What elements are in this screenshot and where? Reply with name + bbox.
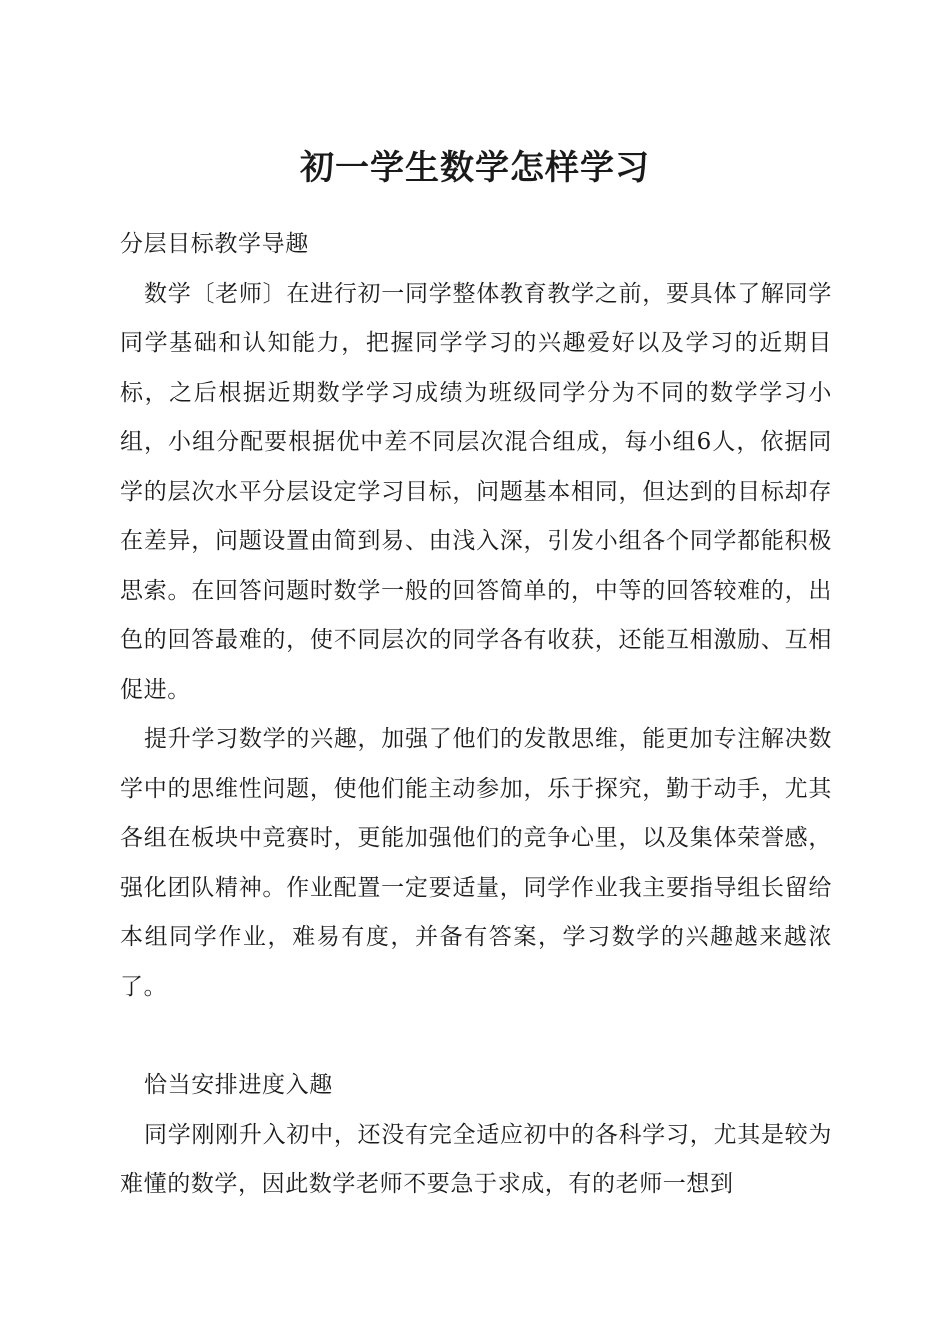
body-paragraph: 提升学习数学的兴趣，加强了他们的发散思维，能更加专注解决数学中的思维性问题，使他们能主动参加，乐于探究，勤于动手，尤其各组在板块中竞赛时，更能加强他们的竞争心里，以及集体荣誉感，强化团队精神。作业配置一定要适量，同学作业我主要指导组长留给本组同学作业，难易有度，并备有答案，学习数学的兴趣越来越浓了。 xyxy=(120,726,832,1000)
body-paragraph: 数学〔老师〕在进行初一同学整体教育教学之前，要具体了解同学同学基础和认知能力，把握同学学习的兴趣爱好以及学习的近期目标，之后根据近期数学学习成绩为班级同学分为不同的数学学习小组，小组分配要根据优中差不同层次混合组成，每小组6人，依据同学的层次水平分层设定学习目标，问题基本相同，但达到的目标却存在差异，问题设置由简到易、由浅入深，引发小组各个同学都能积极思索。在回答问题时数学一般的回答简单的，中等的回答较难的，出色的回答最难的，使不同层次的同学各有收获，还能互相激励、互相促进。 xyxy=(120,280,832,703)
document-title: 初一学生数学怎样学习 xyxy=(300,148,650,188)
body-paragraph: 同学刚刚升入初中，还没有完全适应初中的各科学习，尤其是较为难懂的数学，因此数学老师不要急于求成，有的老师一想到 xyxy=(120,1121,832,1197)
section-heading: 分层目标教学导趣 xyxy=(120,231,309,257)
document-body xyxy=(120,220,832,1210)
section-heading: 恰当安排进度入趣 xyxy=(144,1072,333,1098)
